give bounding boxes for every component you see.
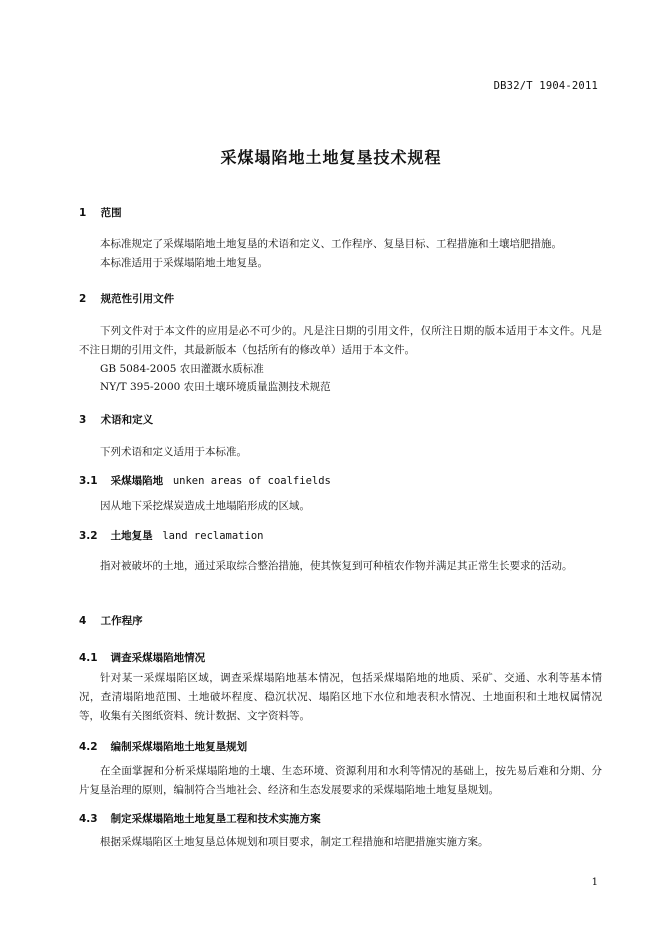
section-number: 3: [79, 414, 87, 426]
subsection-number: 4.1: [79, 652, 98, 664]
section-3-heading: [79, 412, 153, 427]
term-english: land reclamation: [162, 530, 264, 542]
subsection-4-1-heading: [79, 650, 205, 665]
term-3-2-heading: [79, 528, 263, 543]
reference-item: GB 5084-2005 农田灌溉水质标准: [100, 363, 264, 375]
section-title: 范围: [100, 207, 122, 219]
term-name: 土地复垦: [110, 530, 153, 542]
subsection-title: 制定采煤塌陷地土地复垦工程和技术实施方案: [110, 813, 321, 825]
subsection-title: 编制采煤塌陷地土地复垦规划: [110, 741, 248, 753]
term-3-2-definition: 指对被破坏的土地，通过采取综合整治措施，使其恢复到可种植农作物并满足其正常生长要求的活动。: [100, 560, 573, 572]
section-number: 4: [79, 615, 87, 627]
term-3-1-heading: [79, 473, 331, 488]
section-2-heading: [79, 291, 174, 306]
terms-intro: 下列术语和定义适用于本标准。: [100, 446, 247, 458]
subsection-4-3-text: 根据采煤塌陷区土地复垦总体规划和项目要求，制定工程措施和培肥措施实施方案。: [100, 836, 489, 848]
subsection-4-3-heading: [79, 811, 321, 826]
section-number: 2: [79, 293, 87, 305]
term-3-1-definition: 因从地下采挖煤炭造成土地塌陷形成的区域。: [100, 500, 310, 512]
references-paragraph: 下列文件对于本文件的应用是必不可少的。凡是注日期的引用文件，仅所注日期的版本适用于本文件。凡是不注日期的引用文件，其最新版本（包括所有的修改单）适用于本文件。: [79, 325, 602, 356]
section-4-heading: [79, 613, 143, 628]
reference-item: NY/T 395-2000 农田土壤环境质量监测技术规范: [100, 381, 331, 393]
section-title: 规范性引用文件: [100, 293, 175, 305]
term-number: 3.1: [79, 475, 98, 487]
scope-paragraph-1: 本标准规定了采煤塌陷地土地复垦的术语和定义、工作程序、复垦目标、工程措施和土壤培肥措施。: [100, 238, 562, 250]
section-title: 术语和定义: [100, 414, 154, 426]
document-title: 采煤塌陷地土地复垦技术规程: [220, 148, 442, 167]
scope-paragraph-2: 本标准适用于采煤塌陷地土地复垦。: [100, 257, 268, 269]
subsection-number: 4.3: [79, 813, 98, 825]
subsection-number: 4.2: [79, 741, 98, 753]
term-name: 采煤塌陷地: [110, 475, 164, 487]
subsection-4-2-text: 在全面掌握和分析采煤塌陷地的土壤、生态环境、资源利用和水利等情况的基础上，按先易后难和分期、分片复垦治理的原则，编制符合当地社会、经济和生态发展要求的采煤塌陷地土地复垦规划。: [79, 765, 602, 796]
subsection-4-2-heading: [79, 739, 247, 754]
term-english: unken areas of coalfields: [172, 475, 331, 487]
page-number: 1: [591, 877, 598, 888]
standard-code: DB32/T 1904-2011: [493, 80, 598, 92]
section-number: 1: [79, 207, 87, 219]
section-1-heading: [79, 205, 122, 220]
term-number: 3.2: [79, 530, 98, 542]
section-title: 工作程序: [100, 615, 143, 627]
subsection-4-1-text: 针对某一采煤塌陷区域，调查采煤塌陷地基本情况，包括采煤塌陷地的地质、采矿、交通、水利等基本情况，查清塌陷地范围、土地破坏程度、稳沉状况、塌陷区地下水位和地表积水情况、土地面积和土地权属情况等，收集有关图纸资料、统计数据、文字资料等。: [79, 672, 602, 722]
subsection-title: 调查采煤塌陷地情况: [110, 652, 206, 664]
